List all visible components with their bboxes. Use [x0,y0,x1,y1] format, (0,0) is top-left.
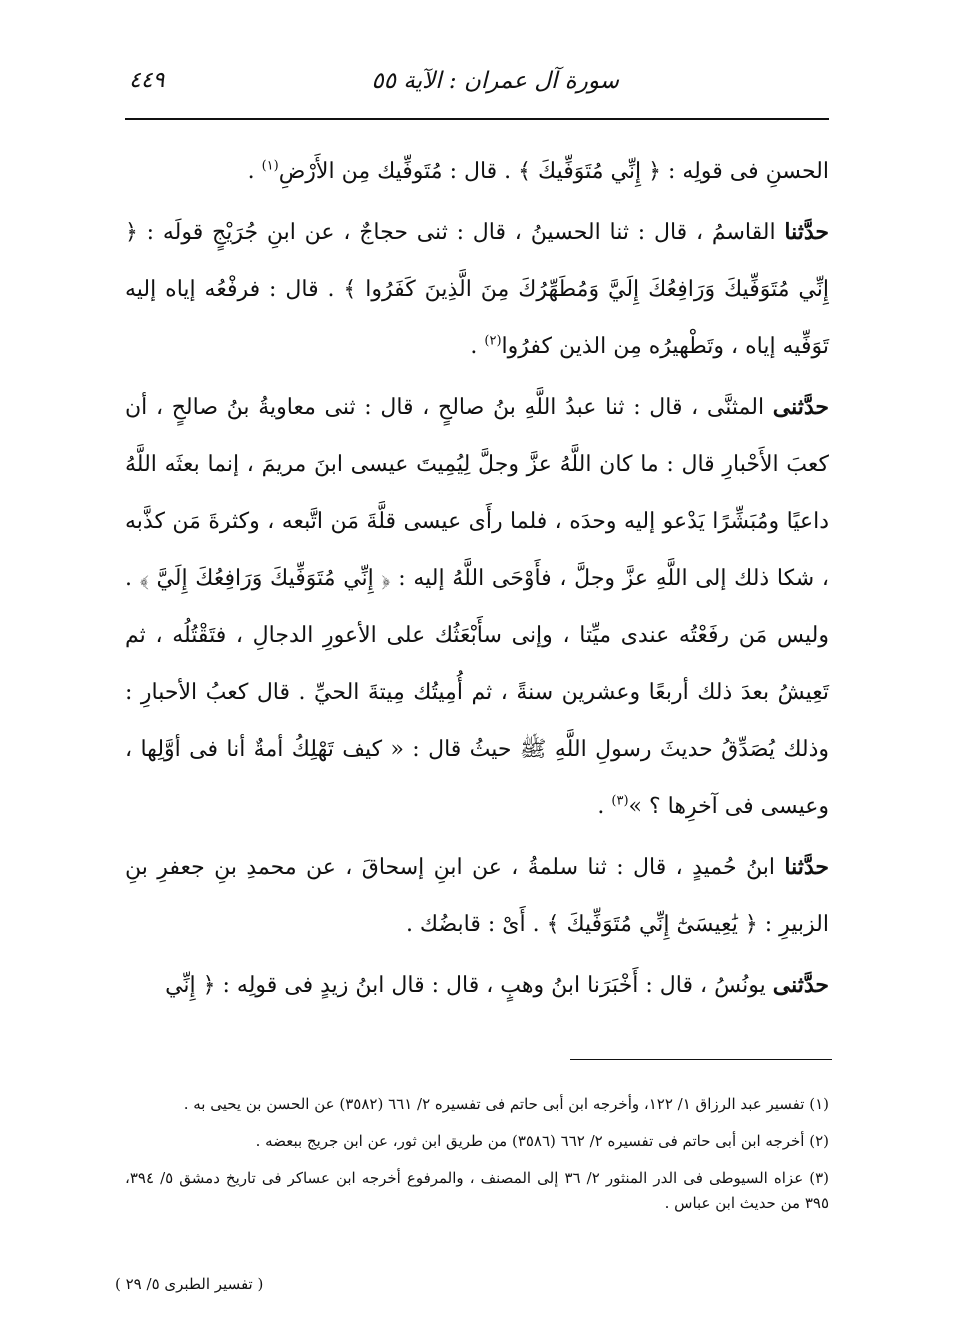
running-header [125,68,829,108]
footnotes [125,1092,829,1228]
paragraph-text: المثنَّى ، قال : ثنا عبدُ اللَّهِ بنُ صالحٍ ، قال : ثنى معاويةُ بنُ صالحٍ ، أن كعبَ الأَحْبارِ قال : ما كان اللَّهُ عزَّ وجلَّ لِيُمِيتَ عيسى ابنَ مريمَ ، إنما بعثَه اللَّهُ داعيًا ومُبَشِّرًا يَدْعو إليه وحدَه ، فلما رأَى عيسى قلَّةَ مَن اتَّبعه ، وكثرةَ مَن كذَّبه ، شكا ذلك إلى اللَّهِ عزَّ وجلَّ ، فأَوْحَى اللَّهُ إليه : ﴿ إِنِّي مُتَوَفِّيكَ وَرَافِعُكَ إِلَيَّ ﴾ . وليس مَن رفَعْتُه عندى ميِّتا ، وإنى سأَبْعَثُك على الأعورِ الدجالِ ، فتَقْتُلُه ، ثم تَعِيشُ بعدَ ذلك أربعًا وعشرين سنةً ، ثم أُمِيتُك مِيتةَ الحيِّ . قال كعبُ الأحبارِ : وذلك يُصَدِّقُ حديثَ رسولِ اللَّهِ ﷺ حيثُ قال : « كيف تَهْلِكُ أمةٌ أنا فى أوَّلِها ، وعيسى فى آخرِها ؟ » [125,395,830,819]
header-rule [125,118,829,120]
paragraph-lead: حدَّثنى [772,972,829,998]
footnote-rule [570,1059,832,1060]
paragraph-lead: حدَّثنا [784,219,829,245]
paragraph-text: يونُسُ ، قال : أَخْبَرَنا ابنُ وهبٍ ، قال : قال ابنُ زيدٍ فى قولِه : ﴿ إِنِّي [165,973,773,998]
footnote-ref: (٢) [484,333,502,349]
paragraph-text: ابنُ حُميدٍ ، قال : ثنا سلمةُ ، عن ابنِ إسحاقَ ، عن محمدِ بنِ جعفرِ بنِ الزبيرِ : ﴿ يَٰعِيسَىٰٓ إِنِّي مُتَوَفِّيكَ ﴾ . أَىْ : قابضُك . [125,855,829,937]
footnote-ref: (٣) [611,793,629,809]
paragraph-text: الحسنِ فى قولِه : ﴿ إِنِّي مُتَوَفِّيكَ ﴾ . قال : مُتَوفِّيك مِن الأَرْضِ [278,159,829,184]
paragraph-tail: . [247,159,262,184]
paragraph [125,957,829,1014]
paragraph [125,379,829,835]
paragraph [125,204,829,375]
footnote-ref: (١) [261,158,279,174]
paragraph [125,143,829,200]
paragraph [125,839,829,953]
paragraph-tail: . [470,334,485,359]
header-title: سورة آل عمران : الآية ٥٥ [371,68,619,94]
paragraph-lead: حدَّثنا [784,854,829,880]
paragraph-tail: . [597,794,612,819]
paragraph-lead: حدَّثنى [772,394,829,420]
footnote: (٣) عزاه السيوطى فى الدر المنثور ٢/ ٣٦ إلى المصنف ، والمرفوع أخرجه ابن عساكر فى تاريخ دمشق ٥/ ٣٩٤، ٣٩٥ من حديث ابن عباس . [125,1169,829,1212]
signature-mark: ( تفسير الطبرى ٥/ ٢٩ ) [115,1275,264,1293]
main-text [125,143,829,1014]
footnote: (١) تفسير عبد الرزاق ١/ ١٢٢، وأخرجه ابن أبى حاتم فى تفسيره ٢/ ٦٦١ (٣٥٨٢) عن الحسن بن يحيى به . [183,1095,829,1113]
footnote: (٢) أخرجه ابن أبى حاتم فى تفسيره ٢/ ٦٦٢ (٣٥٨٦) من طريق ابن ثور، عن ابن جريج ببعضه . [255,1132,829,1150]
paragraph-text: القاسمُ ، قال : ثنا الحسينُ ، قال : ثنى حجاجٌ ، عن ابنِ جُرَيْجٍ قولَه : ﴿ إِنِّي مُتَوَفِّيكَ وَرَافِعُكَ إِلَيَّ وَمُطَهِّرُكَ مِنَ الَّذِينَ كَفَرُوا ﴾ . قال : فرفْعُه إياه إليه تَوَفِّيه إياه ، وتَطْهيرُه مِن الذين كفرُوا [125,220,829,359]
page-number: ٤٤٩ [129,68,165,93]
